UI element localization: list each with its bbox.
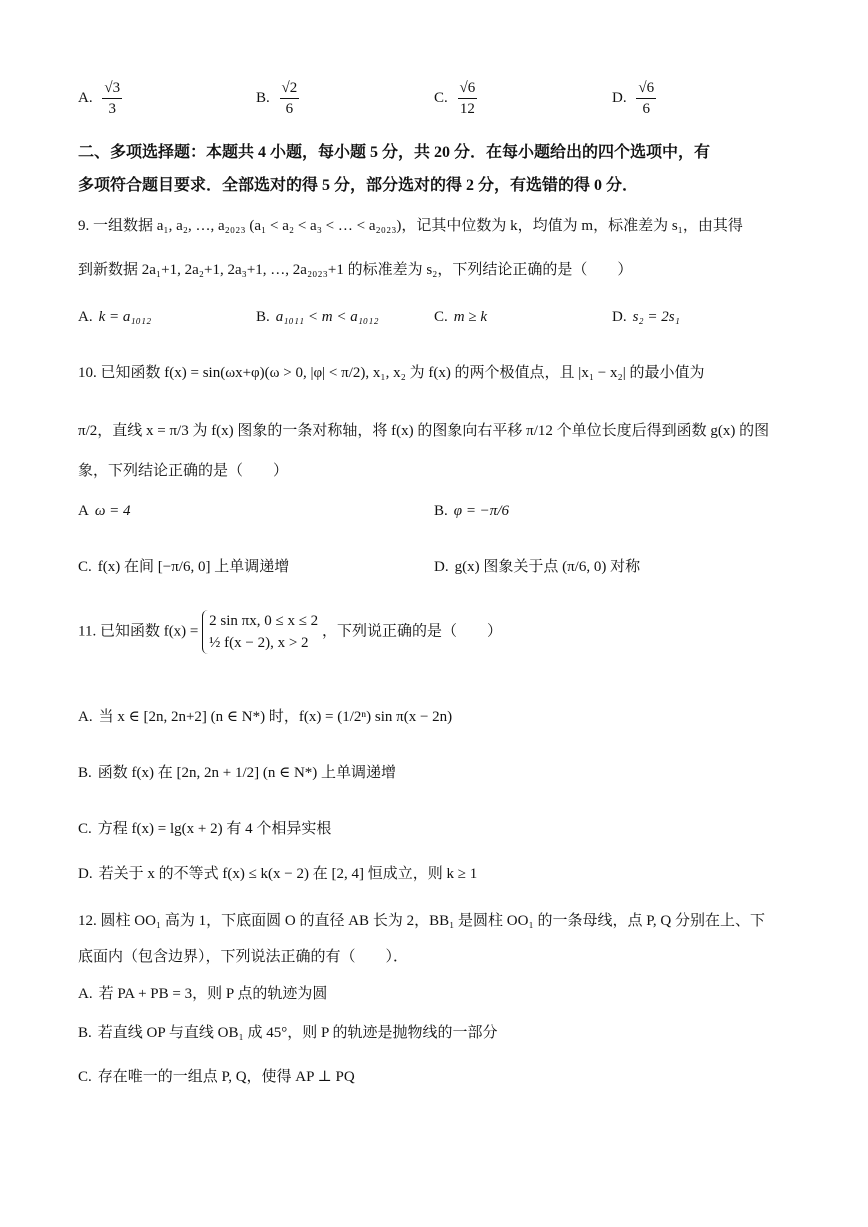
q11-option-c: C. 方程 f(x) = lg(x + 2) 有 4 个相异实根 [78, 821, 332, 837]
q12-stem-line2: 底面内（包含边界），下列说法正确的有（ ）． [78, 949, 409, 965]
q11-piecewise: 2 sin πx, 0 ≤ x ≤ 2 ½ f(x − 2), x > 2 [202, 610, 318, 654]
q12-stem-line1: 12. 圆柱 OO₁ 高为 1，下底面圆 O 的直径 AB 长为 2，BB₁ 是圆柱 OO₁ 的一条母线，点 P, Q 分别在上、下 [78, 913, 765, 929]
q11-option-b: B. 函数 f(x) 在 [2n, 2n + 1/2] (n ∈ N*) 上单调递增 [78, 765, 397, 781]
q9-option-a: A. k = a₁₀₁₂ [78, 309, 152, 325]
section2-heading-line1: 二、多项选择题：本题共 4 小题，每小题 5 分，共 20 分．在每小题给出的四个选项中，有 [78, 144, 711, 161]
q9-stem-line1: 9. 一组数据 a₁, a₂, …, a₂₀₂₃ (a₁ < a₂ < a₃ < … < a₂₀₂₃)，记其中位数为 k，均值为 m，标准差为 s₁，由其得 [78, 218, 743, 234]
q9-option-b: B. a₁₀₁₁ < m < a₁₀₁₂ [256, 309, 379, 325]
q10-option-c: C. f(x) 在间 [−π/6, 0] 上单调递增 [78, 559, 290, 575]
q8-option-b: B. $\frac{√2}{6}$ [256, 80, 298, 117]
q10-stem-line3: 象，下列结论正确的是（ ） [78, 463, 289, 479]
q8-option-c: C. $\frac{√6}{12}$ [434, 80, 476, 117]
q12-option-c: C. 存在唯一的一组点 P, Q，使得 AP ⊥ PQ [78, 1069, 355, 1085]
q10-option-a: A ω = 4 [78, 503, 131, 519]
q11-option-a: A. 当 x ∈ [2n, 2n+2] (n ∈ N*) 时，f(x) = (1/2ⁿ) sin π(x − 2n) [78, 709, 453, 725]
q10-option-b: B. φ = −π/6 [434, 503, 509, 519]
q8-option-a: A. $\frac{√3}{3}$ [78, 80, 121, 117]
q9-option-c: C. m ≥ k [434, 309, 487, 325]
q9-stem-line2: 到新数据 2a₁+1, 2a₂+1, 2a₃+1, …, 2a₂₀₂₃+1 的标准差为 s₂，下列结论正确的是（ ） [78, 262, 633, 278]
q10-option-d: D. g(x) 图象关于点 (π/6, 0) 对称 [434, 559, 641, 575]
section2-heading-line2: 多项符合题目要求．全部选对的得 5 分，部分选对的得 2 分，有选错的得 0 分． [78, 177, 639, 194]
q10-stem-line1: 10. 已知函数 f(x) = sin(ωx+φ)(ω > 0, |φ| < π/2), x₁, x₂ 为 f(x) 的两个极值点，且 |x₁ − x₂| 的最小值为 [78, 365, 705, 381]
q9-option-d: D. s₂ = 2s₁ [612, 309, 680, 325]
q8-option-d: D. $\frac{√6}{6}$ [612, 80, 655, 117]
q11-option-d: D. 若关于 x 的不等式 f(x) ≤ k(x − 2) 在 [2, 4] 恒成立，则 k ≥ 1 [78, 866, 478, 882]
q11-stem: 11. 已知函数 f(x) = 2 sin πx, 0 ≤ x ≤ 2 ½ f(x − 2), x > 2 ，下列说正确的是（ ） [78, 610, 502, 654]
q12-option-b: B. 若直线 OP 与直线 OB₁ 成 45°，则 P 的轨迹是抛物线的一部分 [78, 1025, 498, 1041]
q12-option-a: A. 若 PA + PB = 3，则 P 点的轨迹为圆 [78, 986, 328, 1002]
q10-stem-line2: π/2，直线 x = π/3 为 f(x) 图象的一条对称轴，将 f(x) 的图象向右平移 π/12 个单位长度后得到函数 g(x) 的图 [78, 423, 770, 439]
